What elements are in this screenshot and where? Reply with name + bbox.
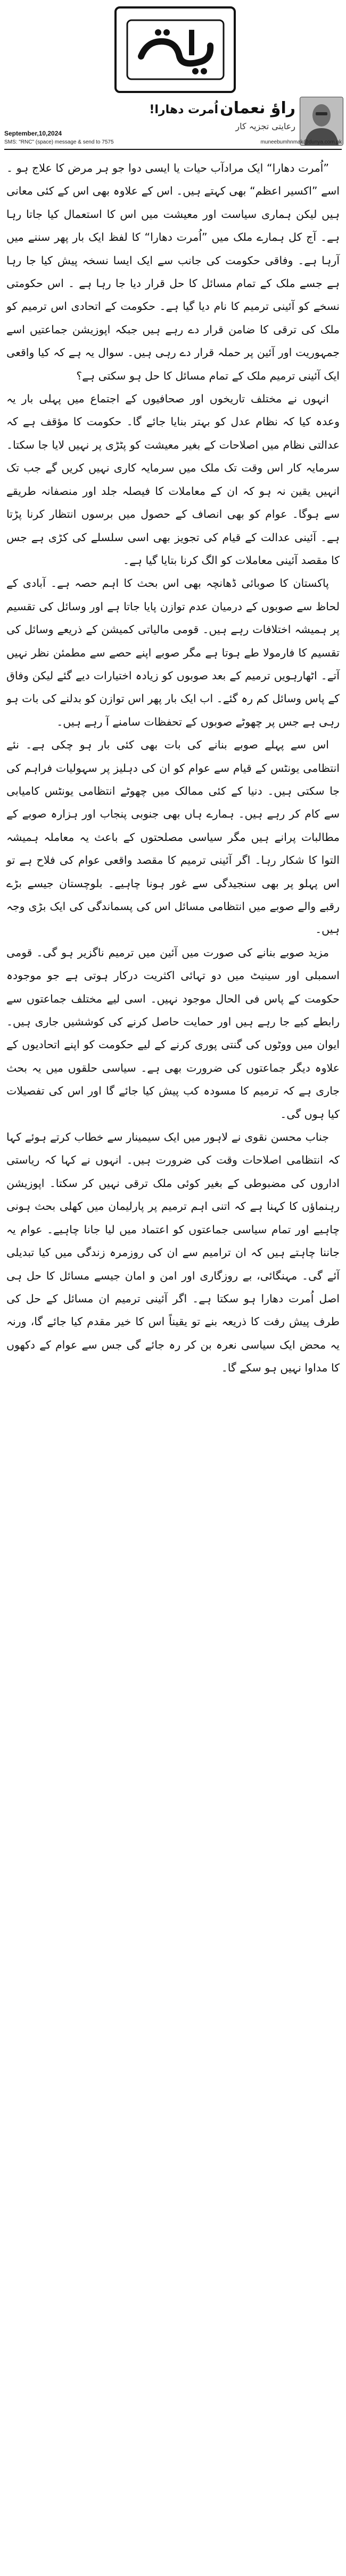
header-divider <box>4 149 342 150</box>
article-paragraph: انہوں نے مختلف تاریخوں اور صحافیوں کے اجتماع میں پہلی بار یہ وعدہ کیا کہ نظام عدل کو بہتر بنایا جائے گا۔ حکومت کا مؤقف ہے کہ عدالتی نظام میں اصلاحات کے بغیر معیشت کو پٹڑی پر نہیں لایا جا سکتا۔ سرمایہ کار اس وقت تک ملک میں سرمایہ کاری نہیں کریں گے جب تک انہیں یقین نہ ہو کہ ان کے معاملات کا فیصلہ جلد اور منصفانہ طریقے سے ہوگا۔ عوام کو بھی انصاف کے حصول میں برسوں انتظار کرنا پڑتا ہے۔ آئینی عدالت کے قیام کی تجویز بھی اسی سلسلے کی کڑی ہے جس کا مقصد آئینی معاملات کو الگ کرنا بتایا گیا ہے۔ <box>6 392 340 567</box>
column-title: اُمرت دھارا! <box>149 103 218 116</box>
article-paragraph: مزید صوبے بنانے کی صورت میں آئین میں ترمیم ناگزیر ہو گی۔ قومی اسمبلی اور سینیٹ میں دو تہائی اکثریت درکار ہوتی ہے جو موجودہ حکومت کے پاس فی الحال موجود نہیں۔ اسی لیے مختلف جماعتوں سے رابطے کیے جا رہے ہیں اور حمایت حاصل کرنے کی کوششیں جاری ہیں۔ ایوان میں ووٹوں کی گنتی پوری کرنے کے لیے حکومت کو اپنے اتحادیوں کے علاوہ دیگر جماعتوں کی ضرورت بھی ہے۔ سیاسی حلقوں میں یہ بحث جاری ہے کہ ترمیم کا مسودہ کب پیش کیا جائے گا اور اس کی تفصیلات کیا ہوں گی۔ <box>6 946 340 1121</box>
author-role: رعایتی تجزیہ کار <box>235 121 295 131</box>
sms-instruction: SMS: "RNC" (space) message & send to 7575 <box>4 139 114 145</box>
article-paragraph: ”اُمرت دھارا“ ایک مرادآب حیات یا ایسی دوا جو ہر مرض کا علاج ہو ۔ اسے ”اکسیر اعظم“ بھی کہتے ہیں۔ اس کے علاوہ بھی اس کے کئی معانی ہیں لیکن ہماری سیاست اور معیشت میں اس کا استعمال کیا جاتا رہا ہے۔ آج کل ہمارے ملک میں ”اُمرت دھارا“ کا لفظ ایک بار پھر سننے میں آرہا ہے۔ وفاقی حکومت کی جانب سے ایک ایسا نسخہ پیش کیا جا رہا ہے جسے ملک کے تمام مسائل کا حل قرار دیا جا رہا ہے ۔ اس حکومتی نسخے کو آئینی ترمیم کا نام دیا گیا ہے۔ حکومت کے اتحادی اس ترمیم کو ملک کی ترقی کا ضامن قرار دے رہے ہیں جبکہ اپوزیشن جماعتیں اسے جمہوریت اور آئین پر حملہ قرار دے رہی ہیں۔ سوال یہ ہے کہ کیا واقعی ایک آئینی ترمیم ملک کے تمام مسائل کا حل ہو سکتی ہے؟ <box>6 162 340 382</box>
article-paragraph: پاکستان کا صوبائی ڈھانچہ بھی اس بحث کا اہم حصہ ہے۔ آبادی کے لحاظ سے صوبوں کے درمیان عدم توازن پایا جاتا ہے اور وسائل کی تقسیم پر ہمیشہ اختلافات رہے ہیں۔ قومی مالیاتی کمیشن کے ذریعے وسائل کی تقسیم کا فارمولا طے ہوتا ہے مگر صوبے اپنے حصے سے مطمئن نظر نہیں آتے۔ اٹھارہویں ترمیم کے بعد صوبوں کو زیادہ اختیارات دیے گئے لیکن وفاق کے پاس وسائل کم رہ گئے۔ اب ایک بار پھر اس توازن کو بدلنے کی بات ہو رہی ہے جس پر چھوٹے صوبوں کے تحفظات سامنے آ رہے ہیں۔ <box>6 577 340 728</box>
article-body <box>6 157 340 1380</box>
author-email[interactable]: muneebumhnmak@dunya.com.pk <box>260 139 342 145</box>
dunya-logo-icon <box>126 19 225 80</box>
newspaper-logo <box>114 6 236 93</box>
author-name: راؤ نعمان <box>220 99 295 117</box>
article-paragraph: جناب محسن نقوی نے لاہور میں ایک سیمینار سے خطاب کرتے ہوئے کہا کہ انتظامی اصلاحات وقت کی ضرورت ہیں۔ انہوں نے کہا کہ ریاستی اداروں کی مضبوطی کے بغیر کوئی ملک ترقی نہیں کر سکتا۔ اپوزیشن رہنماؤں کا کہنا ہے کہ اتنی اہم ترمیم پر پارلیمان میں کھلی بحث ہونی چاہیے اور تمام سیاسی جماعتوں کو اعتماد میں لیا جانا چاہیے۔ عوام یہ جاننا چاہتے ہیں کہ ان ترامیم سے ان کی روزمرہ زندگی میں کیا تبدیلی آئے گی۔ مہنگائی، بے روزگاری اور امن و امان جیسے مسائل کا حل ہی اصل اُمرت دھارا ہو سکتا ہے۔ اگر آئینی ترمیم ان مسائل کے حل کی طرف پیش رفت کا ذریعہ بنے تو یقیناً اس کا خیر مقدم کیا جائے گا، ورنہ یہ محض ایک سیاسی نعرہ بن کر رہ جائے گی جس سے عوام کے دکھوں کا مداوا نہیں ہو سکے گا۔ <box>6 1131 340 1375</box>
article-paragraph: اس سے پہلے صوبے بنانے کی بات بھی کئی بار ہو چکی ہے۔ نئے انتظامی یونٹس کے قیام سے عوام کو ان کی دہلیز پر سہولیات فراہم کی جا سکتی ہیں۔ دنیا کے کئی ممالک میں چھوٹے انتظامی یونٹس کامیابی سے کام کر رہے ہیں۔ ہمارے ہاں بھی جنوبی پنجاب اور ہزارہ صوبے کے مطالبات پرانے ہیں مگر سیاسی مصلحتوں کے باعث یہ معاملہ ہمیشہ التوا کا شکار رہا۔ اگر آئینی ترمیم کا مقصد واقعی عوام کی فلاح ہے تو اس پہلو پر بھی سنجیدگی سے غور ہونا چاہیے۔ بلوچستان جیسے بڑے رقبے والے صوبے میں انتظامی مسائل اس کی پسماندگی کی ایک بڑی وجہ ہیں۔ <box>6 738 340 936</box>
date-row <box>4 130 342 139</box>
column-header <box>0 0 346 154</box>
publish-date: September,10,2024 <box>4 130 62 137</box>
